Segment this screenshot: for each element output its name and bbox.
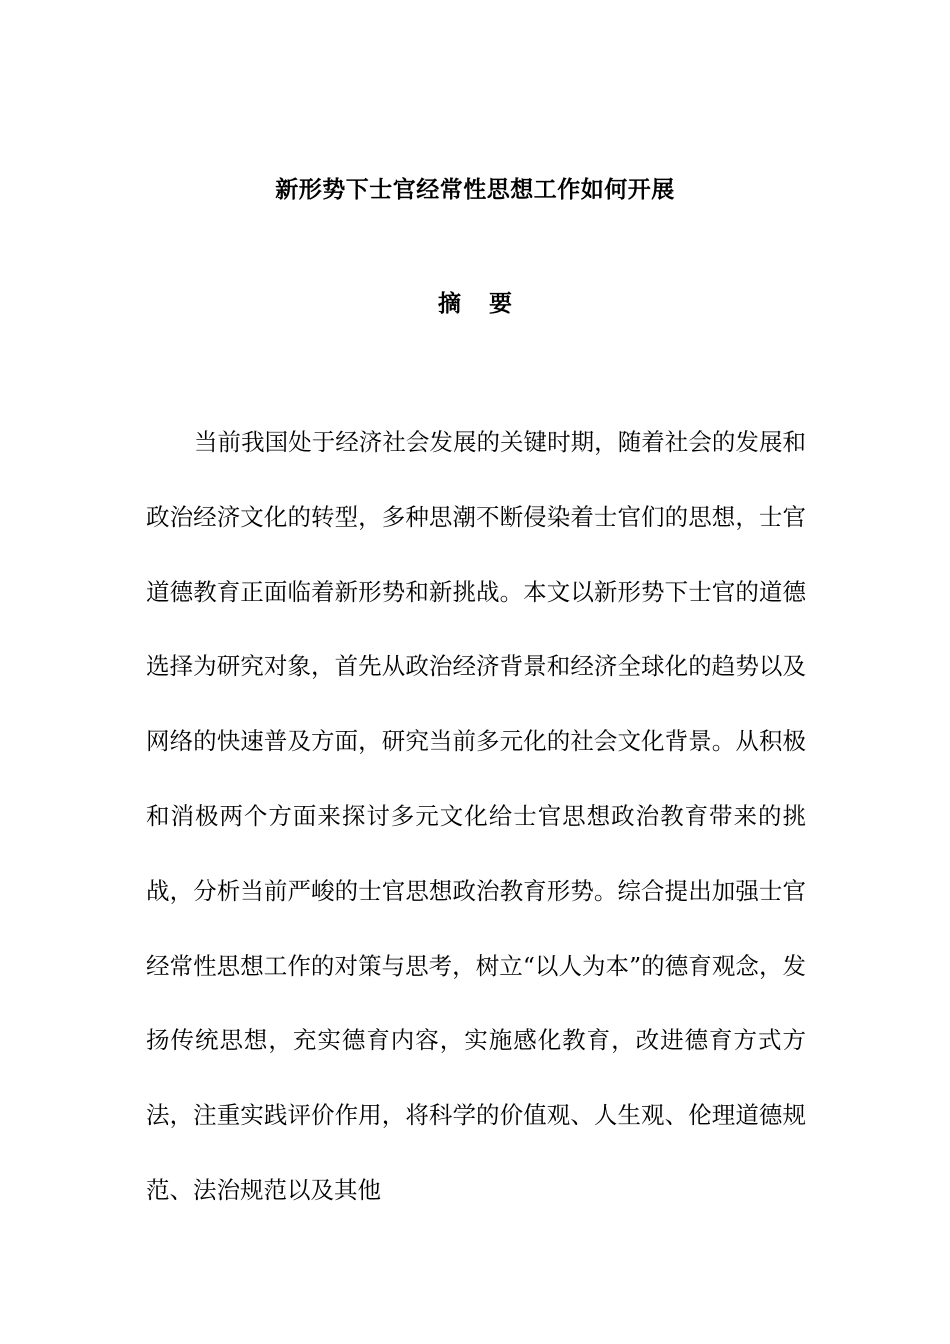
abstract-heading-char-1: 摘 xyxy=(438,291,461,317)
abstract-paragraph: 当前我国处于经济社会发展的关键时期，随着社会的发展和政治经济文化的转型，多种思潮不断侵染着士官们的思想，士官道德教育正面临着新形势和新挑战。本文以新形势下士官的道德选择为研究对象，首先从政治经济背景和经济全球化的趋势以及网络的快速普及方面，研究当前多元化的社会文化背景。从积极和消极两个方面来探讨多元文化给士官思想政治教育带来的挑战，分析当前严峻的士官思想政治教育形势。综合提出加强士官经常性思想工作的对策与思考，树立“以人为本”的德育观念，发扬传统思想，充实德育内容，实施感化教育，改进德育方式方法，注重实践评价作用，将科学的价值观、人生观、伦理道德规范、法治规范以及其他 xyxy=(146,428,806,1204)
document-title: 新形势下士官经常性思想工作如何开展 xyxy=(275,177,675,203)
abstract-heading-char-2: 要 xyxy=(489,291,512,317)
abstract-heading xyxy=(0,284,950,324)
